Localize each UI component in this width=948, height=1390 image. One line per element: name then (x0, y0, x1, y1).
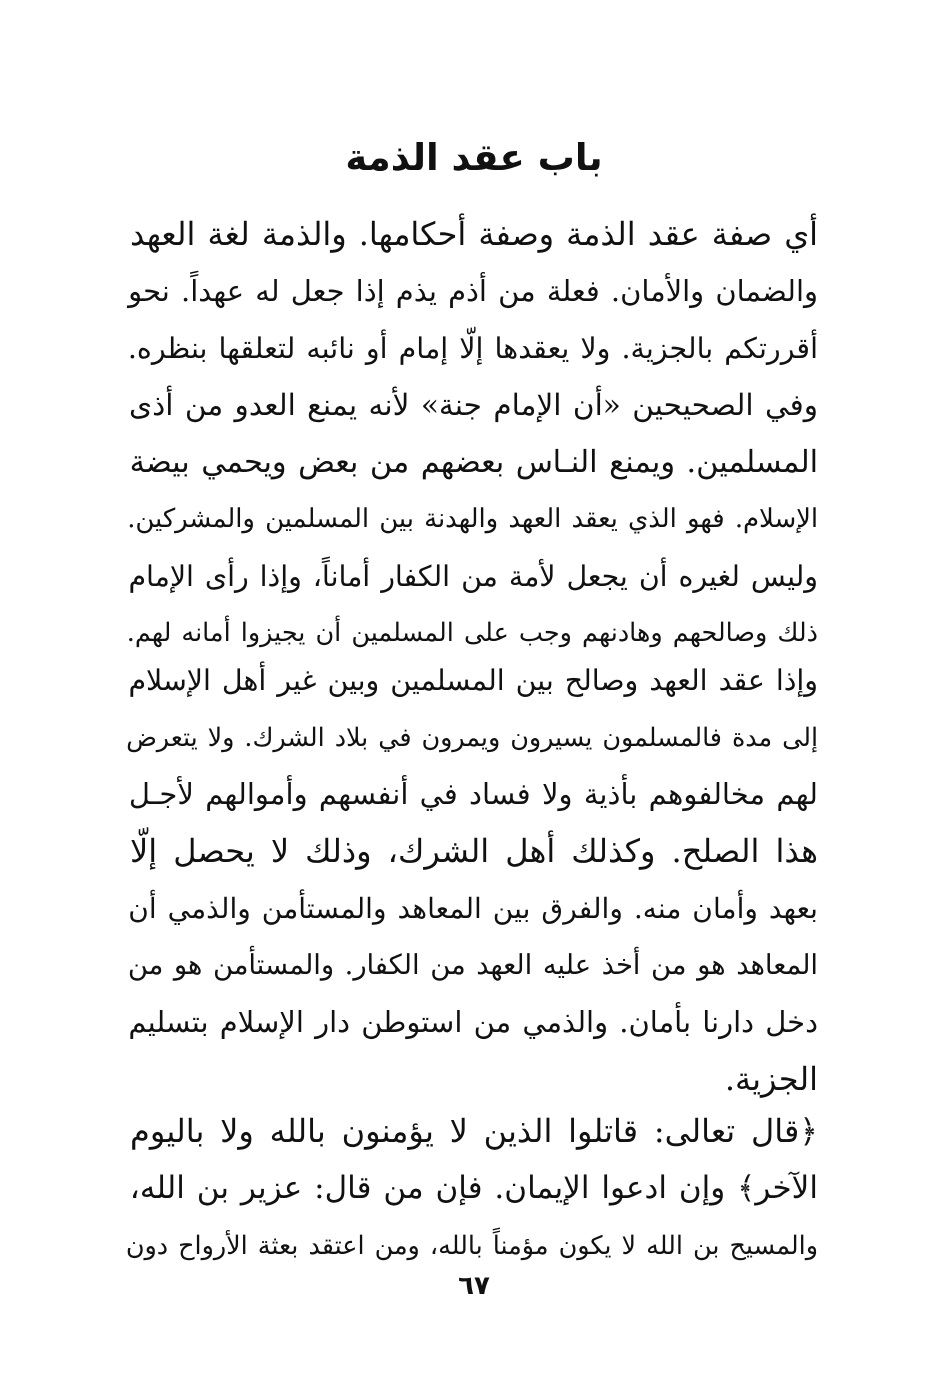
text-line: وإذا عقد العهد وصالح بين المسلمين وبين غير أهل الإسلام (128, 664, 818, 697)
text-line: الجزية. (724, 1060, 818, 1098)
page-number: ٦٧ (458, 1271, 490, 1301)
text-line: المعاهد هو من أخذ عليه العهد من الكفار. والمستأمن هو من (127, 950, 818, 981)
text-line: دخل دارنا بأمان. والذمي من استوطن دار الإسلام بتسليم (128, 1005, 818, 1039)
text-line: والمسيح بن الله لا يكون مؤمناً بالله، ومن اعتقد بعثة الأرواح دون (125, 1230, 818, 1260)
text-line: بعهد وأمان منه. والفرق بين المعاهد والمستأمن والذمي أن (128, 892, 818, 925)
text-line: أي صفة عقد الذمة وصفة أحكامها. والذمة لغة العهد (130, 215, 818, 253)
text-line: إلى مدة فالمسلمون يسيرون ويمرون في بلاد الشرك. ولا يتعرض (126, 722, 818, 752)
text-line: ذلك وصالحهم وهادنهم وجب على المسلمين أن يجيزوا أمانه لهم. (126, 618, 818, 648)
paragraph-3 (125, 1103, 818, 1274)
text-line: هذا الصلح. وكذلك أهل الشرك، وذلك لا يحصل إلّا (130, 832, 818, 870)
text-line: وفي الصحيحين «أن الإمام جنة» لأنه يمنع العدو من أذى (128, 388, 818, 422)
paragraph-2 (126, 652, 818, 1108)
text-line: ﴿قال تعالى: قاتلوا الذين لا يؤمنون بالله ولا باليوم (130, 1112, 818, 1150)
text-line: الإسلام. فهو الذي يعقد العهد والهدنة بين المسلمين والمشركين. (127, 504, 818, 534)
text-line: المسلمين. ويمنع النـاس بعضهم من بعض ويحمي بيضة (129, 445, 818, 480)
chapter-title: باب عقد الذمة (345, 136, 603, 179)
text-line: لهم مخالفوهم بأذية ولا فساد في أنفسهم وأموالهم لأجـل (128, 777, 818, 811)
text-line: الآخر﴾ وإن ادعوا الإيمان. فإن من قال: عزير بن الله، (129, 1170, 818, 1206)
text-line: أقررتكم بالجزية. ولا يعقدها إلّا إمام أو نائبه لتعلقها بنظره. (127, 332, 818, 365)
text-line: والضمان والأمان. فعلة من أذم يذم إذا جعل له عهداً. نحو (128, 274, 818, 308)
text-line: وليس لغيره أن يجعل لأمة من الكفار أماناً، وإذا رأى الإمام (128, 560, 818, 593)
paragraph-1 (126, 206, 818, 662)
